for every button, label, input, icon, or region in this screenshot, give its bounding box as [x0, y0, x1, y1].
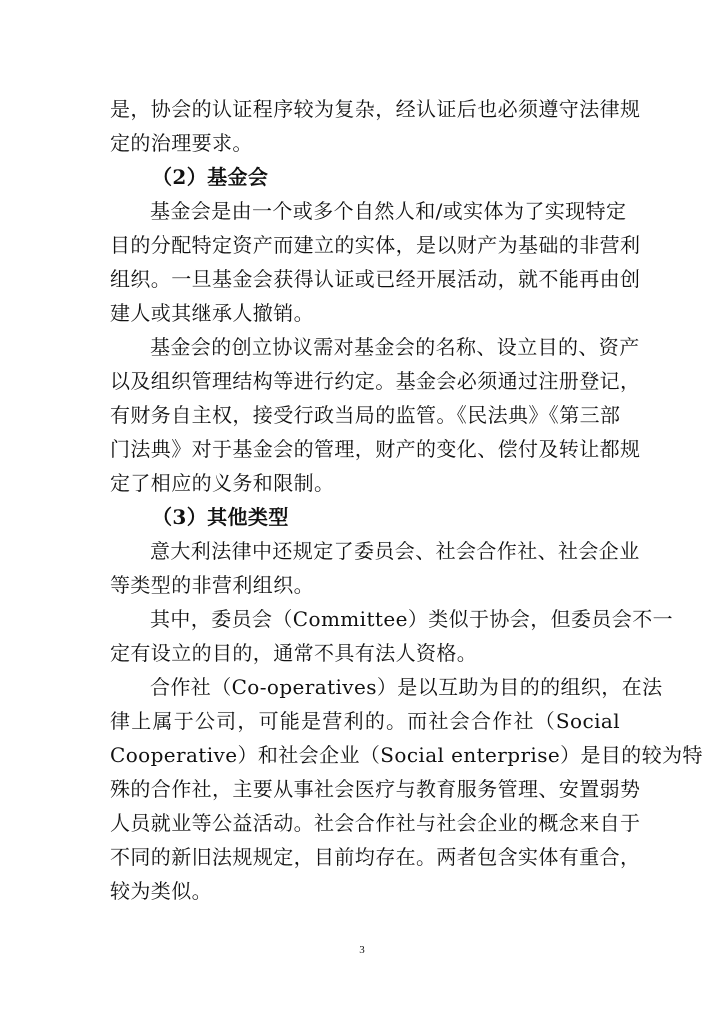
text-line: 等类型的非营利组织。	[110, 573, 314, 597]
text-line: 合作社（Co-operatives）是以互助为目的的组织，在法	[150, 675, 663, 699]
text-line: 定了相应的义务和限制。	[110, 471, 335, 495]
text-line: Cooperative）和社会企业（Social enterprise）是目的较为特	[110, 743, 703, 767]
text-line: 门法典》对于基金会的管理，财产的变化、偿付及转让都规	[110, 437, 641, 461]
page-number: 3	[359, 944, 365, 956]
section-heading: （3）其他类型	[152, 505, 289, 529]
text-line: 定有设立的目的，通常不具有法人资格。	[110, 641, 478, 665]
text-line: 组织。一旦基金会获得认证或已经开展活动，就不能再由创	[110, 267, 641, 291]
text-line: 人员就业等公益活动。社会合作社与社会企业的概念来自于	[110, 811, 641, 835]
text-line: 不同的新旧法规规定，目前均存在。两者包含实体有重合，	[110, 845, 641, 869]
text-line: 定的治理要求。	[110, 131, 253, 155]
text-line: 基金会的创立协议需对基金会的名称、设立目的、资产	[150, 335, 640, 359]
text-line: 有财务自主权，接受行政当局的监管。《民法典》《第三部	[110, 403, 621, 427]
text-line: 是，协会的认证程序较为复杂，经认证后也必须遵守法律规	[110, 97, 641, 121]
section-heading: （2）基金会	[152, 165, 269, 189]
text-line: 其中，委员会（Committee）类似于协会，但委员会不一	[150, 607, 674, 631]
text-line: 以及组织管理结构等进行约定。基金会必须通过注册登记，	[110, 369, 641, 393]
text-line: 意大利法律中还规定了委员会、社会合作社、社会企业	[150, 539, 640, 563]
text-line: 律上属于公司，可能是营利的。而社会合作社（Social	[110, 709, 620, 733]
text-line: 建人或其继承人撤销。	[110, 301, 314, 325]
text-line: 基金会是由一个或多个自然人和/或实体为了实现特定	[150, 199, 627, 223]
text-line: 目的分配特定资产而建立的实体，是以财产为基础的非营利	[110, 233, 641, 257]
text-line: 殊的合作社，主要从事社会医疗与教育服务管理、安置弱势	[110, 777, 641, 801]
text-line: 较为类似。	[110, 879, 212, 903]
